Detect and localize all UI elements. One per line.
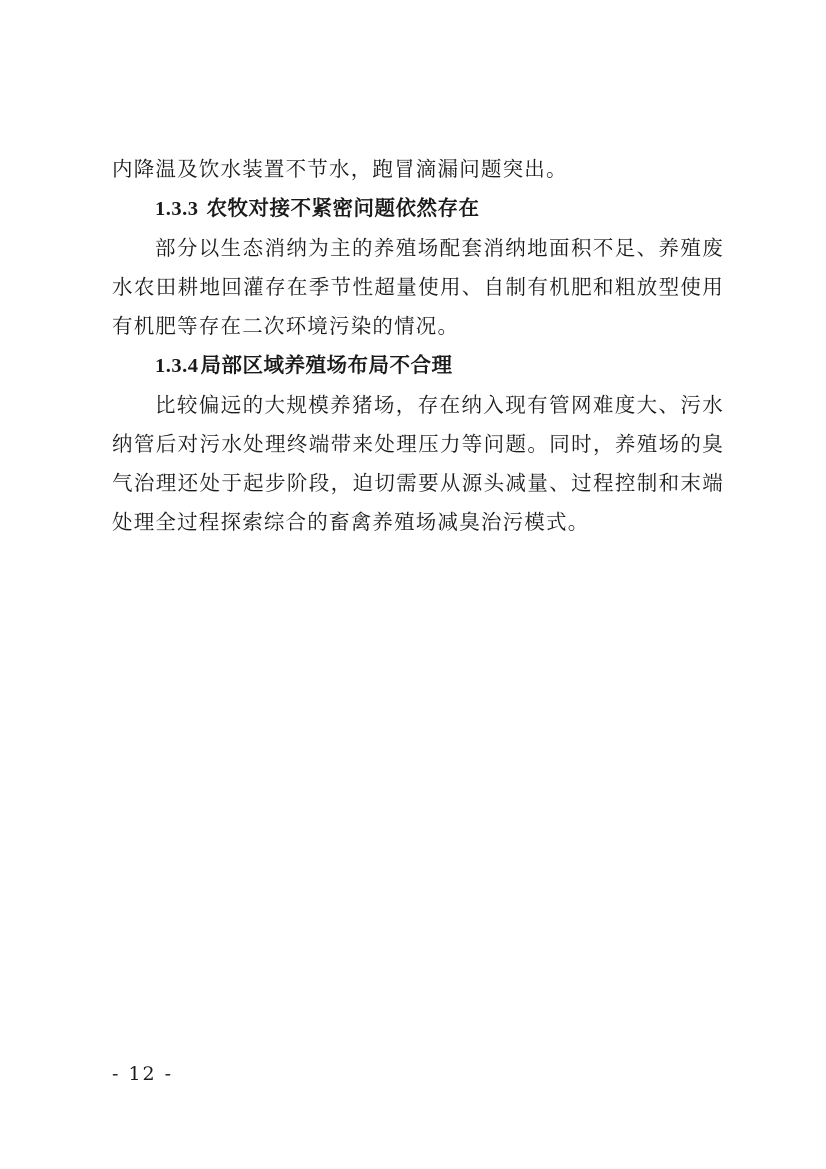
section-title: 农牧对接不紧密问题依然存在 bbox=[206, 196, 480, 220]
section-body-paragraph: 部分以生态消纳为主的养殖场配套消纳地面积不足、养殖废水农田耕地回灌存在季节性超量使用、自制有机肥和粗放型使用有机肥等存在二次环境污染的情况。 bbox=[112, 236, 724, 338]
section-heading-1-3-3 bbox=[112, 189, 724, 229]
section-number: 1.3.3 bbox=[155, 198, 199, 220]
page-number: - 12 - bbox=[112, 1063, 174, 1085]
continuation-paragraph: 内降温及饮水装置不节水，跑冒滴漏问题突出。 bbox=[112, 157, 568, 181]
page-content bbox=[112, 150, 724, 542]
section-number: 1.3.4 bbox=[155, 355, 199, 377]
section-heading-1-3-4 bbox=[112, 346, 724, 386]
section-body-paragraph: 比较偏远的大规模养猪场，存在纳入现有管网难度大、污水纳管后对污水处理终端带来处理压力等问题。同时，养殖场的臭气治理还处于起步阶段，迫切需要从源头减量、过程控制和末端处理全过程探索综合的畜禽养殖场减臭治污模式。 bbox=[112, 393, 724, 534]
section-title: 局部区域养殖场布局不合理 bbox=[200, 353, 453, 377]
